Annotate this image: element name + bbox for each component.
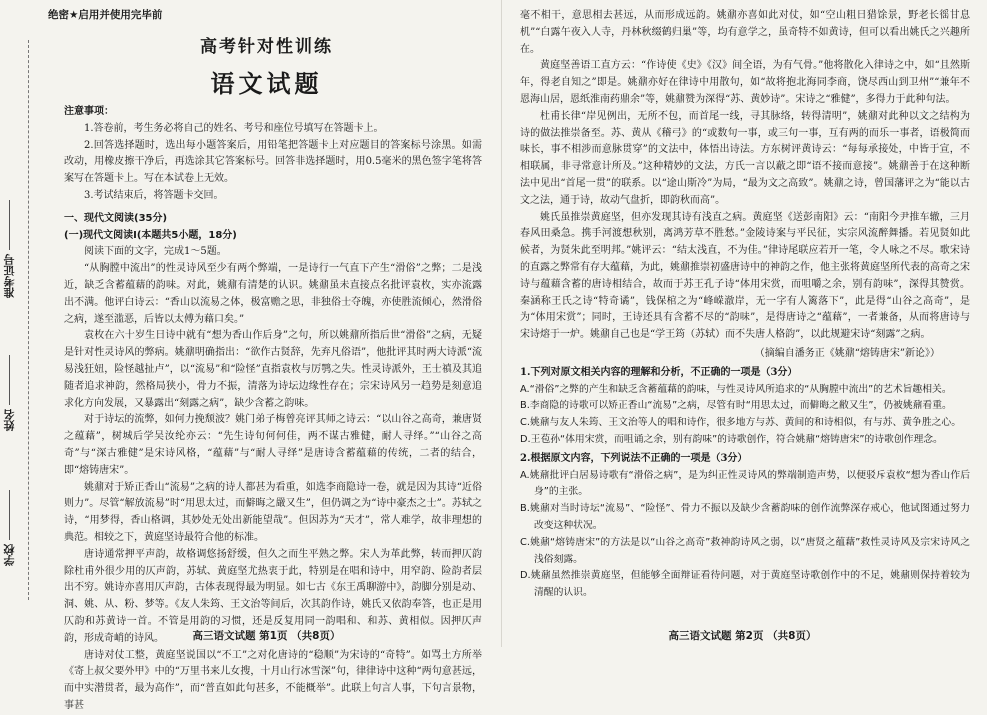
question-1-option-a: A.“滑俗”之弊的产生和缺乏含蓄蕴藉的韵味，与性灵诗风所追求的“从胸膛中流出”的艺术旨趣相关。	[520, 383, 952, 395]
article-paragraph: “从胸膛中流出”的性灵诗风至少有两个弊端，一是诗行一气直下产生“滑俗”之弊；二是浅近，缺乏含蓄蕴藉的韵味。对此，姚鼐有清楚的认识。姚鼐虽未直接点名批评袁枚，实亦流露出不满。他评白诗云：“香山以流易之体，极富赡之思，非独俗士夺魄，亦使胜流倾心，然滑俗之病，遂至滥恶，后皆以太傅为藉口矣。”	[64, 263, 482, 325]
notice-item: 1.答卷前，考生务必将自己的姓名、考号和座位号填写在答题卡上。	[84, 122, 384, 134]
exam-page-2	[510, 0, 975, 647]
question-1-option-b: B.李商隐的诗歌可以矫正香山“流易”之病，尽管有时“用思太过，而僻晦之敝又生”，仍被姚鼐看重。	[520, 400, 952, 412]
article-paragraph: 姚氏虽推崇黄庭坚，但亦发现其诗有浅直之病。黄庭坚《送彭南阳》云：“南阳今尹推车辙，三月春风田桑急。携手河渡想秋别，离鸿芳草不胜愁。”金陵诗案与平民征，实宗风流醉舞播。若见贤如此候者，为贤朱此至明邦。”姚评云：“结太浅直，不为佳。”律诗尾联应若开一笔，令人咏之不尽。歌宋诗的直露之弊常有存大蕴藉，为此，姚鼐推崇初盛唐诗中的神韵之作，他主张将黄庭坚所代表的高奇之宋诗与蕴藉含蓄的唐诗相结合，故而于苏王孔子诗“体用宋赏，而咀嚼之余，别有韵味”，深得其赞赏。秦涵称王氏之诗“特奇谲”，钱保棺之为“峰嵘澈岸，无一字有人篱落下”，此是得“山谷之高奇”，是为“体用宋赏”；同时，王诗还具有含蓄不尽的“韵味”，是得唐诗之“蕴藉”，一者兼备，从而将唐诗与宋诗熔于一炉。姚鼐自己也是“学王筠（苏轼）而不失唐人格韵”，以此规避宋诗“刻露”之病。	[520, 211, 970, 341]
exam-page-1	[40, 0, 493, 711]
student-name-label: 姓名	[2, 355, 24, 431]
question-2-option-a: A.姚鼐批评白居易诗歌有“滑俗之病”，是为纠正性灵诗风的弊端制造声势，以便驳斥袁枚“想为香山作后身”的主张。	[520, 469, 970, 498]
article-source: （摘编自潘务正《姚鼐“熔铸唐宋”新论》）	[754, 347, 940, 359]
notice-item: 3.考试结束后，将答题卡交回。	[84, 189, 224, 201]
subsection-title: (一)现代文阅读Ⅰ(本题共5小题，18分)	[64, 229, 237, 241]
question-2-option-c: C.姚鼐“熔铸唐宋”的方法是以“山谷之高奇”救神韵诗风之弱，以“唐贤之蕴藉”救性灵诗风及宗宋诗风之浅俗刻露。	[520, 536, 970, 565]
binding-margin	[0, 0, 36, 647]
question-2-option-d: D.姚鼐虽然推崇黄庭坚，但能够全面辩证看待问题，对于黄庭坚诗歌创作中的不足，姚鼐则保持着较为清醒的认识。	[520, 570, 970, 599]
article-paragraph: 黄庭坚善语工直方云：“作诗使《史》《汉》间全语，为有气骨。”他将散化入律诗之中，如“且然斯年，得老自知之”即是。姚鼐亦好在律诗中用散句，如“故将抱北海同李商，饶尽西山到卫州”“兼年不恩海山居，恩纸淮南药鼎余”等，姚鼐赞为深得“苏、黄妙诗”。宋诗之“雅健”，多得力于此种句法。	[520, 60, 970, 105]
school-label: 学校	[2, 490, 24, 566]
page1-content	[64, 104, 482, 715]
question-2-option-b: B.姚鼐对当时诗坛“流易”、“险怪”、骨力不振以及缺少含蓄韵味的创作流弊深存戒心，他试图通过努力改变这种状况。	[520, 503, 970, 531]
exam-title: 高考针对性训练	[200, 37, 333, 57]
article-paragraph: 姚鼐对于矫正香山“流易”之病的诗人都甚为看重，如选李商隐诗一卷，就是因为其诗“近俗则力”。尽管“解放流易”时“用思太过，而僻晦之嚴又生”，但仍调之为“诗中豪杰之士”。苏轼之诗，“用梦得，香山格调，其妙处无处出新能望哉”。但因苏为“天才”，常人难学，故非理想的典范。相较之下，黄庭坚诗最符合他的标准。	[64, 481, 482, 543]
question-1-stem: 1.下列对原文相关内容的理解和分析，不正确的一项是（3分）	[520, 366, 798, 378]
reading-instruction: 阅读下面的文字，完成1～5题。	[84, 246, 227, 258]
page-divider	[501, 0, 502, 647]
article-paragraph: 毫不相干，意思相去甚远，从而形成远韵。姚鼐亦喜如此对仗，如“空山粗日猎馀景，野老长徭甘息机”“白露午夜入人寺，丹林秋缀鹤归巢”等，均有意学之，虽奇特不如黄诗，但可以看出姚氏之兴趣所在。	[520, 10, 970, 55]
page2-footer: 高三语文试题 第2页 （共8页）	[668, 630, 817, 642]
secret-mark: 绝密★启用并使用完毕前	[48, 9, 163, 21]
article-paragraph: 唐诗对仗工整，黄庭坚说国以“不工”之对化唐诗的“稳顺”为宋诗的“奇特”。如骂土方所举《寄上叔父要外甲》中的“万里书来儿女搜，十月山行冰雪深”句，律律诗中这种“两句意甚远，而中实潜贯者，最为高作”，而“普直如此句甚多，不能概举”。此联上句言人事，下句言景物，事甚	[64, 649, 482, 711]
article-paragraph: 对于诗坛的流弊，如何力挽颓波？姚门弟子梅曾亮评其师之诗云：“以山谷之高奇，兼唐贤之蕴藉”，树城后学吴汝纶亦云：“先生诗旬何何佳，两不谋古雅健，耐人寻绎。”“山谷之高奇”与“深古雅健”是宋诗风格，“蕴藉”与“耐人寻绎”是唐诗含蓄蕴藉的传统，二者的结合，即“熔铸唐宋”。	[64, 414, 482, 476]
binding-dashed-line	[28, 40, 29, 600]
article-paragraph: 唐诗通常押平声韵，故格调悠扬舒缓，但久之而生平熟之弊。宋人为革此弊，转而押仄韵除杜甫外很少用的仄声韵，苏轼、黄庭坚尤热衷于此，特别是在唱和诗中，用窄韵、险韵者层出不穷。姚诗亦喜用仄声韵，古体表现得最为明显。如七古《东王禹聊游中》，韵脚分别是动、洞、姚、从、粉、梦等。《友人朱筠、王文治等间后，次其韵作诗，姚氏又依韵奉答，也正是用仄韵和苏黄诗一首。不管是用韵的习惯，还是反复用同一韵唱和、和苏、黄相似。因押仄声韵，形成奇峭的诗风。	[64, 548, 482, 644]
section-title: 一、现代文阅读(35分)	[64, 212, 168, 224]
page2-content	[520, 8, 970, 602]
page1-footer: 高三语文试题 第1页 （共8页）	[192, 630, 341, 642]
exam-number-label: 准考证号	[2, 200, 24, 298]
question-2-stem: 2.根据原文内容，下列说法不正确的一项是（3分）	[520, 452, 748, 464]
exam-subject-title: 语文试题	[210, 70, 323, 98]
notice-item: 2.回答选择题时，选出每小题答案后，用铅笔把答题卡上对应题目的答案标号涂黑。如需改动，用橡皮擦干净后，再选涂其它答案标号。回答非选择题时，用0.5毫米的黑色签字笔将答案写在答题卡上。写在本试卷上无效。	[64, 139, 482, 185]
question-1-option-c: C.姚鼐与友人朱筠、王文治等人的唱和诗作，很多地方与苏、黄间的和诗相似，有与苏、黄争胜之心。	[520, 417, 962, 429]
article-paragraph: 袁枚在六十岁生日诗中就有“想为香山作后身”之句，所以姚鼐所指后世“滑俗”之病，无疑是针对性灵诗风的弊病。姚鼐明确指出：“欲作古贤辞，先弃凡俗语”，他批评其时两大诗派“流易浅狂妞，险怪越扯卢”，以“流易”和“险怪”直指袁枚与厉鹗之失。性灵诗派外，王士禛及其追随者追求神韵，然格局狭小，骨力不振，清落为诗坛边缘性存在；宗宋诗风另一趋势是刻意追求化方向发展，又暴露出“刻露之病”，缺少含蓄之韵味。	[64, 330, 482, 409]
notice-heading: 注意事项：	[64, 106, 114, 117]
question-1-option-d: D.王苞孙“体用宋赏，而咀诵之余，别有韵味”的诗歌创作，符合姚鼐“熔铸唐宋”的诗歌创作理念。	[520, 433, 943, 445]
article-paragraph: 杜甫长律“岸见例出，无所不包，而首尾一线，寻其脉络，转得清明”，姚鼐对此种以文之结构为诗的做法推崇备至。苏、黄从《稽弓》的“或数句一事，或三句一事，互有两的而乐一事者，语极简而味长，事不相涉而意脉贯穿”的文法中，体悟出诗法。方东树评黄诗云：“每每承接处，中皆于宣，不相联属，非寻常意计所及。”这种精妙的文法，方氏一言以蔽之即“语不接而意接”。姚鼐善于在这种断法中见出“首尾一贯”的联系。以“途山斯冷”为局，“最为文之高致”。姚鼐之诗，曾国藩评之为“能以古文之法，通于诗，故动气盘折，即韵秋而高”。	[520, 110, 970, 206]
